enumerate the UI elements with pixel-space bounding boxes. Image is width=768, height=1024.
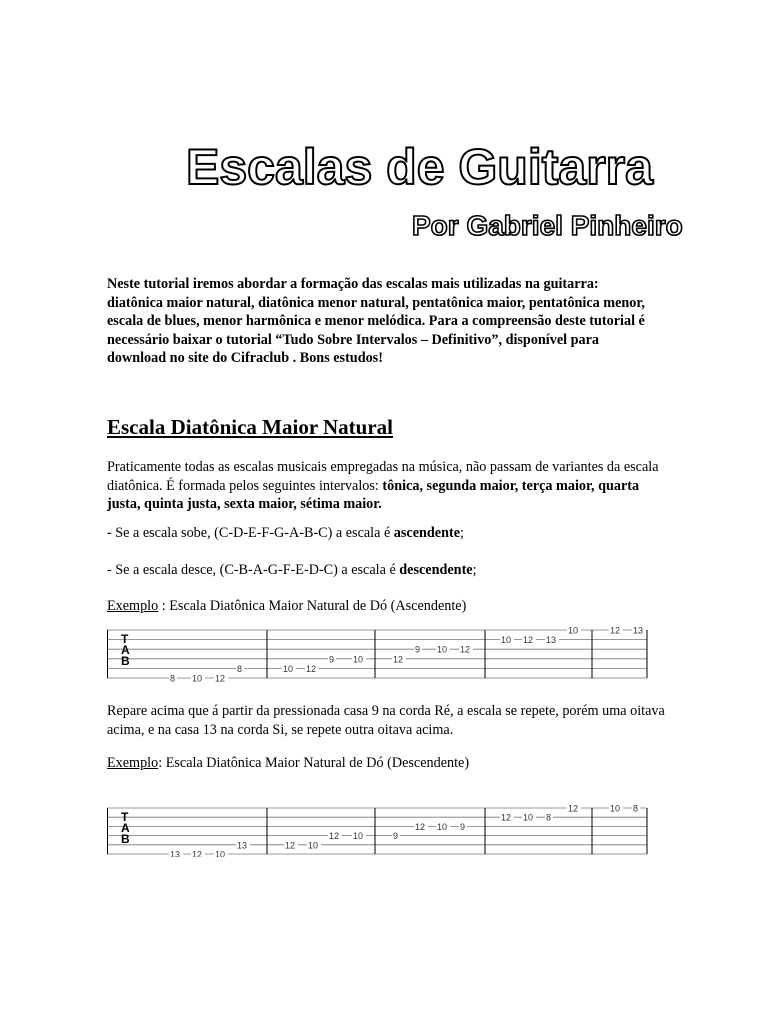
definition-text: Praticamente todas as escalas musicais empregadas na música, não passam de variantes da escala diatônica. É formada pelos seguintes intervalos: bbox=[107, 459, 659, 494]
tab-fret-number: 9 bbox=[393, 831, 399, 842]
tab-fret-number: 10 bbox=[353, 831, 364, 842]
tab-fret-number: 10 bbox=[523, 812, 534, 823]
tab-fret-number: 9 bbox=[415, 644, 421, 655]
example-label: Exemplo bbox=[107, 755, 159, 771]
document-author: Por Gabriel Pinheiro bbox=[412, 210, 683, 241]
tab-fret-number: 10 bbox=[283, 663, 294, 674]
tab-fret-number: 13 bbox=[237, 840, 248, 851]
descending-text: - Se a escala desce, (C-B-A-G-F-E-D-C) a escala é bbox=[107, 562, 400, 578]
tab-fret-number: 13 bbox=[546, 635, 557, 646]
tab-fret-number: 12 bbox=[460, 644, 471, 655]
example-text: : Escala Diatônica Maior Natural de Dó (Descendente) bbox=[158, 755, 470, 771]
tab-clef-letter: A bbox=[121, 821, 130, 835]
tab-fret-number: 8 bbox=[633, 803, 639, 814]
tab-fret-number: 12 bbox=[192, 849, 203, 857]
descending-term: descendente bbox=[399, 562, 473, 578]
tab-fret-number: 10 bbox=[568, 625, 579, 636]
tab-clef-letter: T bbox=[121, 632, 129, 646]
tab-fret-number: 13 bbox=[633, 625, 644, 636]
tab-fret-number: 10 bbox=[308, 840, 319, 851]
tab-clef-letter: A bbox=[121, 643, 130, 657]
descending-line bbox=[107, 561, 667, 580]
tab-fret-number: 13 bbox=[170, 849, 181, 857]
tab-fret-number: 10 bbox=[610, 803, 621, 814]
tab-fret-number: 12 bbox=[306, 663, 317, 674]
tab-fret-number: 8 bbox=[237, 663, 243, 674]
example-label: Exemplo bbox=[107, 598, 159, 614]
tab-fret-number: 10 bbox=[437, 821, 448, 832]
tab-fret-number: 12 bbox=[329, 831, 340, 842]
example-descending-caption bbox=[107, 754, 667, 773]
document-title: Escalas de Guitarra bbox=[186, 139, 653, 195]
tab-fret-number: 12 bbox=[568, 803, 579, 814]
section-heading: Escala Diatônica Maior Natural bbox=[107, 415, 394, 439]
tab-fret-number: 8 bbox=[170, 673, 176, 683]
tab-fret-number: 10 bbox=[501, 635, 512, 646]
tablature-descending bbox=[107, 801, 652, 857]
tab-fret-number: 12 bbox=[610, 625, 621, 636]
intro-paragraph: Neste tutorial iremos abordar a formação das escalas mais utilizadas na guitarra: diatônica maior natural, diatônica menor natural, pentatônica maior, pentatônica menor, escala de blues, menor harmônica e menor melódica. Para a compreensão deste tutorial é necessário baixar o tutorial “Tudo Sobre Intervalos – Definitivo”, disponível para download no site do Cifraclub . Bons estudos! bbox=[107, 276, 645, 366]
repeat-note-paragraph: Repare acima que á partir da pressionada casa 9 na corda Ré, a escala se repete, porém uma oitava acima, e na casa 13 na corda Si, se repete outra oitava acima. bbox=[107, 703, 665, 738]
tablature-ascending bbox=[107, 623, 652, 683]
tab-fret-number: 12 bbox=[415, 821, 426, 832]
definition-intervals: tônica, segunda maior, terça maior, quarta justa, quinta justa, sexta maior, sétima maior. bbox=[107, 477, 640, 512]
example-text: : Escala Diatônica Maior Natural de Dó (Ascendente) bbox=[158, 598, 467, 614]
tab-fret-number: 10 bbox=[437, 644, 448, 655]
ascending-end: ; bbox=[460, 525, 464, 541]
tab-clef-letter: B bbox=[121, 832, 130, 846]
tab-fret-number: 10 bbox=[192, 673, 203, 683]
tab-fret-number: 12 bbox=[285, 840, 296, 851]
tab-fret-number: 9 bbox=[460, 821, 466, 832]
tab-fret-number: 12 bbox=[523, 635, 534, 646]
ascending-term: ascendente bbox=[393, 525, 460, 541]
tab-fret-number: 12 bbox=[393, 654, 404, 665]
tab-fret-number: 12 bbox=[215, 673, 226, 683]
ascending-dash: - bbox=[107, 525, 112, 541]
example-ascending-caption bbox=[107, 597, 667, 616]
tab-fret-number: 8 bbox=[546, 812, 552, 823]
ascending-line bbox=[107, 524, 667, 543]
definition-paragraph bbox=[107, 458, 667, 514]
tab-clef-letter: B bbox=[121, 654, 130, 668]
tab-fret-number: 10 bbox=[215, 849, 226, 857]
tab-fret-number: 10 bbox=[353, 654, 364, 665]
tab-fret-number: 9 bbox=[329, 654, 335, 665]
tab-clef-letter: T bbox=[121, 810, 129, 824]
descending-end: ; bbox=[472, 562, 477, 578]
ascending-text: Se a escala sobe, (C-D-E-F-G-A-B-C) a escala é bbox=[111, 525, 394, 541]
tab-fret-number: 12 bbox=[501, 812, 512, 823]
